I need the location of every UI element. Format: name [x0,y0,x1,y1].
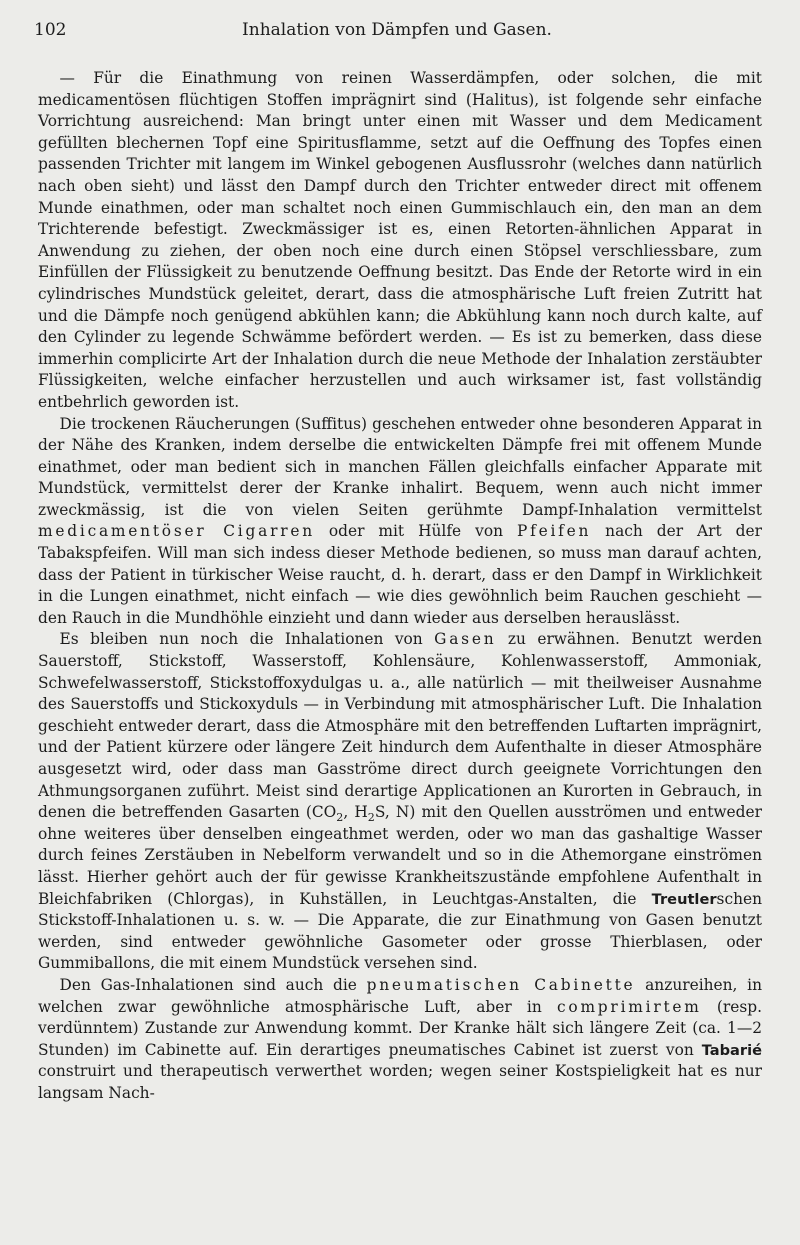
text-run: construirt und therapeutisch verwerthet worden; wegen seiner Kostspieligkeit hat es nur langsam Nach- [38,1062,762,1102]
subscript: 2 [336,811,344,825]
body-text [38,68,762,1105]
text-run: (resp. verdünntem) Zustande zur Anwendung kommt. Der Kranke hält sich längere Zeit (ca. 1—2 Stunden) im Cabinette auf. Ein derartiges pneumatisches Cabinet ist zuerst von [38,997,762,1059]
author-name: Tabarié [701,1041,762,1059]
paragraph [38,629,762,975]
paragraph [38,414,762,630]
header-title: Inhalation von Dämpfen und Gasen. [242,20,552,40]
text-run: nach der Art der Tabakspfeifen. Will man sich indess dieser Methode bedienen, so muss man darauf achten, dass der Patient in türkischer Weise raucht, d. h. derart, dass er den Dampf in Wirklichkeit in die Lungen einathmet, nicht einfach — wie dies gewöhnlich beim Rauchen geschieht — den Rauch in die Mundhöhle einzieht und dann wieder aus derselben herauslässt. [38,522,762,627]
text-run: Den Gas-Inhalationen sind auch die [59,975,367,994]
text-run: zu erwähnen. Benutzt werden Sauerstoff, Stickstoff, Wasserstoff, Kohlensäure, Kohlenwasserstoff, Ammoniak, Schwefelwasserstoff, Stickstoffoxydulgas u. a., alle natürlich — mit theilweiser Ausnahme des Sauerstoffs und Stickoxyduls — in Verbindung mit atmosphärischer Luft. Die Inhalation geschieht entweder derart, dass die Atmosphäre mit den betreffenden Luftarten imprägnirt, und der Patient kürzere oder längere Zeit hindurch dem Aufenthalte in dieser Atmosphäre ausgesetzt wird, oder dass man Gasströme direct durch geeignete Vorrichtungen den Athmungsorganen zuführt. Meist sind derartige Applicationen an Kurorten in Gebrauch, in denen die betreffenden Gasarten (CO [38,630,763,822]
text-run: , H [343,803,368,822]
subscript: 2 [367,811,375,825]
text-run: Die trockenen Räucherungen (Suffitus) geschehen entweder ohne besonderen Apparat in der Nähe des Kranken, indem derselbe die entwickelten Dämpfe frei mit offenem Munde einathmet, oder man bedient sich in manchen Fällen gleichfalls einfacher Apparate mit Mundstück, vermittelst derer der Kranke inhalirt. Bequem, wenn auch nicht immer zweckmässig, ist die von vielen Seiten gerühmte Dampf-Inhalation vermittelst [38,414,762,519]
text-run: — Für die Einathmung von reinen Wasserdämpfen, oder solchen, die mit medicamentösen flüchtigen Stoffen imprägnirt sind (Halitus), ist folgende sehr einfache Vorrichtung ausreichend: Man bringt unter einen mit Wasser und dem Medicament gefüllten blechernen Topf eine Spiritusflamme, setzt auf die Oeffnung des Topfes einen passenden Trichter mit langem im Winkel gebogenen Ausflussrohr (welches dann natürlich nach oben sieht) und lässt den Dampf durch den Trichter entweder direct mit offenem Munde einathmen, oder man schaltet noch einen Gummischlauch ein, den man an dem Trichterende befestigt. Zweckmässiger ist es, einen Retorten-ähnlichen Apparat in Anwendung zu ziehen, der oben noch eine durch einen Stöpsel verschliessbare, zum Einfüllen der Flüssigkeit zu benutzende Oeffnung besitzt. Das Ende der Retorte wird in ein cylindrisches Mundstück geleitet, derart, dass die atmosphärische Luft freien Zutritt hat und die Dämpfe noch genügend abkühlen kann; die Abkühlung kann noch durch kalte, auf den Cylinder zu legende Schwämme befördert werden. — Es ist zu bemerken, dass diese immerhin complicirte Art der Inhalation durch die neue Methode der Inhalation zerstäubter Flüssigkeiten, welche einfacher herzustellen und auch wirksamer ist, fast vollständig entbehrlich geworden ist. [38,69,762,411]
page-number: 102 [34,20,67,40]
text-run: schen Stickstoff-Inhalationen u. s. w. — Die Apparate, die zur Einathmung von Gasen benutzt werden, sind entweder gewöhnliche Gasometer oder grosse Thierblasen, oder Gummiballons, die mit einem Mundstück versehen sind. [38,889,762,973]
emphasis-spaced: medicamentöser Cigarren [38,522,315,541]
text-run: Es bleiben nun noch die Inhalationen von [59,630,435,649]
emphasis-spaced: Pfeifen [516,522,592,541]
emphasis-spaced: pneumatischen Cabinette [366,975,636,994]
text-run: oder mit Hülfe von [314,522,517,541]
text-run: S, N) mit den Quellen ausströmen und entweder ohne weiteres über denselben eingeathmet werden, oder wo man das gashaltige Wasser durch feines Zerstäuben in Nebelform verwandelt und so in die Athemorgane einströmen lässt. Hierher gehört auch der für gewisse Krankheitszustände empfohlene Aufenthalt in Bleichfabriken (Chlorgas), in Kuhställen, in Leuchtgas-Anstalten, die [38,803,762,908]
emphasis-spaced: comprimirtem [557,997,702,1016]
text-run: anzureihen, in welchen zwar gewöhnliche atmosphärische Luft, aber in [38,975,762,1016]
author-name: Treutler [651,890,717,908]
paragraph [38,975,762,1105]
paragraph [38,68,762,414]
running-head [34,20,760,48]
emphasis-spaced: Gasen [434,630,497,649]
